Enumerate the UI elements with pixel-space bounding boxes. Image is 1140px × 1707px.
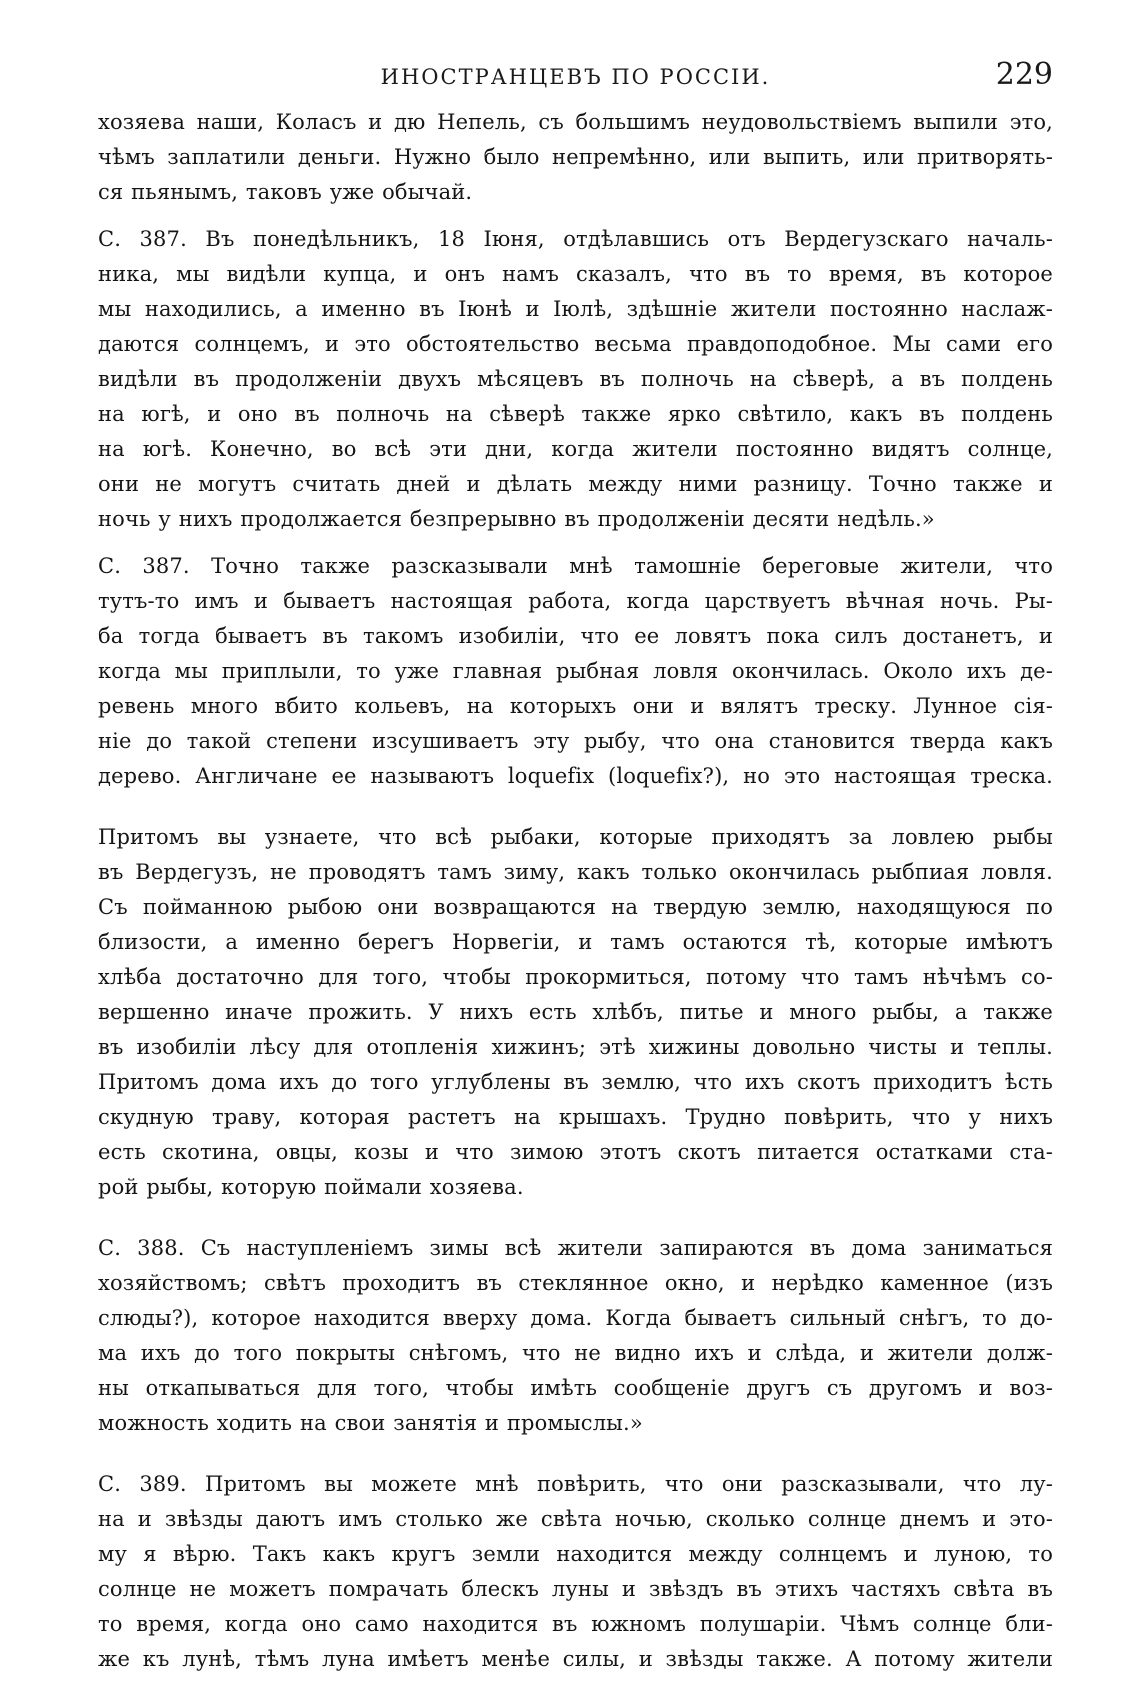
paragraph	[98, 1467, 1053, 1677]
body-text	[98, 105, 1053, 1677]
text-line: ся пьянымъ, таковъ уже обычай.	[98, 180, 473, 204]
text-line: ніе до такой степени изсушиваетъ эту рыбу, что она становится тверда какъ	[98, 729, 1053, 753]
text-line: С. 388. Съ наступленіемъ зимы всѣ жители запираются въ дома заниматься	[98, 1236, 1053, 1260]
text-line: ма ихъ до того покрыты снѣгомъ, что не видно ихъ и слѣда, и жители долж-	[98, 1341, 1053, 1365]
text-line: солнце не можетъ помрачать блескъ луны и звѣздъ въ этихъ частяхъ свѣта въ	[98, 1577, 1053, 1601]
text-line: Притомъ вы узнаете, что всѣ рыбаки, которые приходятъ за ловлею рыбы	[98, 825, 1053, 849]
paragraph	[98, 105, 1053, 210]
text-line: рой рыбы, которую поймали хозяева.	[98, 1175, 524, 1199]
text-line: С. 387. Точно также разсказывали мнѣ тамошніе береговые жители, что	[98, 554, 1053, 578]
text-line: на югѣ, и оно въ полночь на сѣверѣ также ярко свѣтило, какъ въ полдень	[98, 402, 1053, 426]
text-line: ба тогда бываетъ въ такомъ изобиліи, что ее ловятъ пока силъ достанетъ, и	[98, 624, 1053, 648]
text-line: даются солнцемъ, и это обстоятельство весьма правдоподобное. Мы сами его	[98, 332, 1053, 356]
text-line: есть скотина, овцы, козы и что зимою этотъ скотъ питается остатками ста-	[98, 1140, 1053, 1164]
text-line: С. 387. Въ понедѣльникъ, 18 Іюня, отдѣлавшись отъ Вердегузскаго началь-	[98, 227, 1053, 251]
text-line: Съ пойманною рыбою они возвращаются на твердую землю, находящуюся по	[98, 895, 1053, 919]
text-line: С. 389. Притомъ вы можете мнѣ повѣрить, что они разсказывали, что лу-	[98, 1472, 1053, 1496]
text-line: вершенно иначе прожить. У нихъ есть хлѣбъ, питье и много рыбы, а также	[98, 1000, 1053, 1024]
page-number: 229	[995, 57, 1053, 92]
text-line: можность ходить на свои занятія и промыслы.»	[98, 1411, 643, 1435]
paragraph	[98, 1231, 1053, 1441]
text-line: чѣмъ заплатили деньги. Нужно было непремѣнно, или выпить, или притворять-	[98, 145, 1053, 169]
text-line: видѣли въ продолженіи двухъ мѣсяцевъ въ полночь на сѣверѣ, а въ полдень	[98, 367, 1053, 391]
paragraph-gap	[98, 210, 1053, 222]
text-line: на и звѣзды даютъ имъ столько же свѣта ночью, сколько солнце днемъ и это-	[98, 1507, 1053, 1531]
paragraph-gap	[98, 537, 1053, 549]
text-line: хозяева наши, Коласъ и дю Непель, съ большимъ неудовольствіемъ выпили это,	[98, 110, 1053, 134]
text-line: то время, когда оно само находится въ южномъ полушаріи. Чѣмъ солнце бли-	[98, 1612, 1053, 1636]
paragraph-gap	[98, 794, 1053, 820]
text-line: Притомъ дома ихъ до того углублены въ землю, что ихъ скотъ приходитъ ѣсть	[98, 1070, 1053, 1094]
page-header	[98, 55, 1053, 95]
paragraph-gap	[98, 1205, 1053, 1231]
paragraph	[98, 549, 1053, 794]
text-line: слюды?), которое находится вверху дома. Когда бываетъ сильный снѣгъ, то до-	[98, 1306, 1053, 1330]
text-line: въ изобиліи лѣсу для отопленія хижинъ; этѣ хижины довольно чисты и теплы.	[98, 1035, 1053, 1059]
text-line: ника, мы видѣли купца, и онъ намъ сказалъ, что въ то время, въ которое	[98, 262, 1053, 286]
text-line: скудную траву, которая растетъ на крышахъ. Трудно повѣрить, что у нихъ	[98, 1105, 1053, 1129]
text-line: тутъ-то имъ и бываетъ настоящая работа, когда царствуетъ вѣчная ночь. Ры-	[98, 589, 1053, 613]
text-line: хозяйствомъ; свѣтъ проходитъ въ стеклянное окно, и нерѣдко каменное (изъ	[98, 1271, 1053, 1295]
paragraph-gap	[98, 1441, 1053, 1467]
text-line: близости, а именно берегъ Норвегіи, и тамъ остаются тѣ, которые имѣютъ	[98, 930, 1053, 954]
paragraph	[98, 222, 1053, 537]
paragraph	[98, 820, 1053, 1205]
text-line: му я вѣрю. Такъ какъ кругъ земли находится между солнцемъ и луною, то	[98, 1542, 1053, 1566]
text-line: дерево. Англичане ее называютъ loquefix (loquefix?), но это настоящая треска.	[98, 764, 1053, 788]
text-line: мы находились, а именно въ Іюнѣ и Іюлѣ, здѣшніе жители постоянно наслаж-	[98, 297, 1053, 321]
text-line: въ Вердегузъ, не проводятъ тамъ зиму, какъ только окончилась рыбпиая ловля.	[98, 860, 1053, 884]
text-line: на югѣ. Конечно, во всѣ эти дни, когда жители постоянно видятъ солнце,	[98, 437, 1053, 461]
text-line: они не могутъ считать дней и дѣлать между ними разницу. Точно также и	[98, 472, 1053, 496]
text-line: ночь у нихъ продолжается безпрерывно въ продолженіи десяти недѣль.»	[98, 507, 935, 531]
text-line: же къ лунѣ, тѣмъ луна имѣетъ менѣе силы, и звѣзды также. А потому жители	[98, 1647, 1053, 1671]
text-line: когда мы приплыли, то уже главная рыбная ловля окончилась. Около ихъ де-	[98, 659, 1053, 683]
running-head: ИНОСТРАНЦЕВЪ ПО РОССІИ.	[380, 65, 771, 89]
text-line: ны откапываться для того, чтобы имѣть сообщеніе другъ съ другомъ и воз-	[98, 1376, 1053, 1400]
text-line: хлѣба достаточно для того, чтобы прокормиться, потому что тамъ нѣчѣмъ со-	[98, 965, 1053, 989]
text-line: ревень много вбито кольевъ, на которыхъ они и вялятъ треску. Лунное сія-	[98, 694, 1053, 718]
